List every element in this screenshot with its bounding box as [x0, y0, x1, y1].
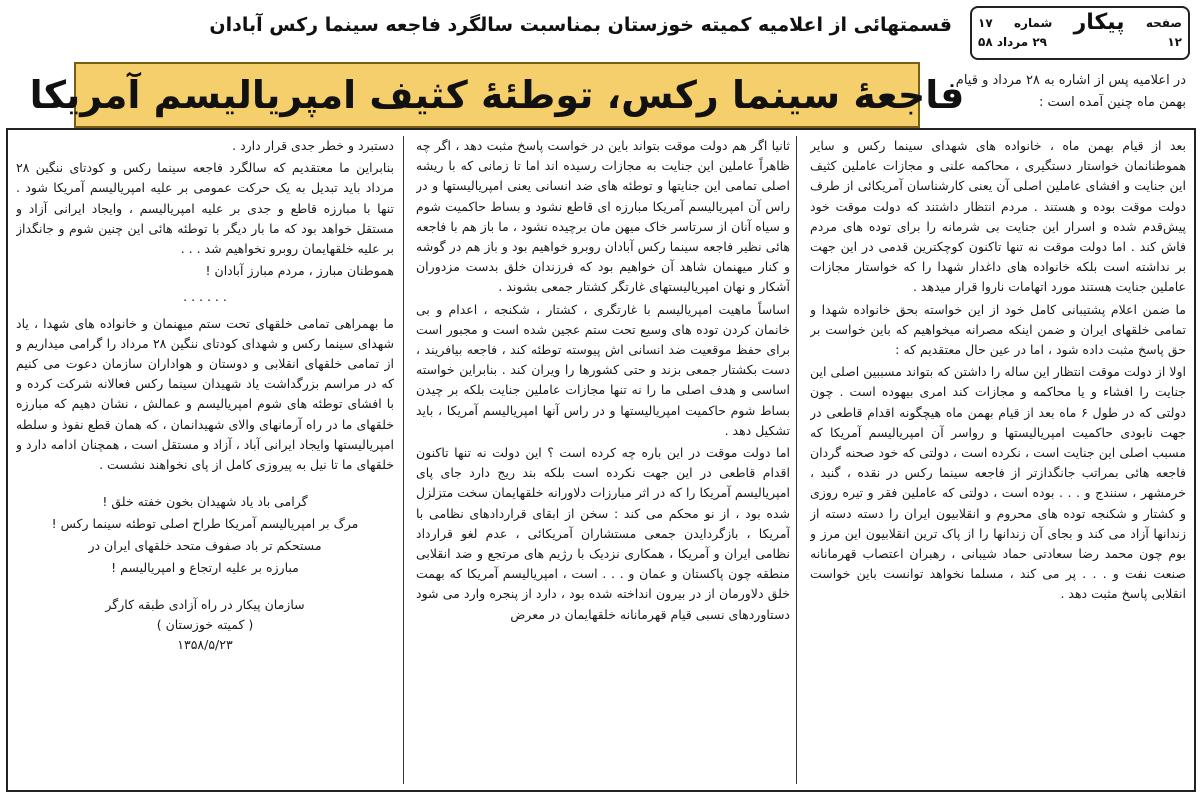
- column-divider: [403, 136, 404, 784]
- signature-date: ۱۳۵۸/۵/۲۳: [177, 637, 233, 653]
- kicker-line: قسمتهائی از اعلامیه کمیته خوزستان بمناسبت سالگرد فاجعه سینما رکس آبادان: [209, 14, 952, 36]
- issue-number: ۱۷: [978, 15, 993, 30]
- slogan-line: مستحکم تر باد صفوف متحد خلقهای ایران در: [88, 538, 322, 554]
- column-middle: [416, 136, 790, 788]
- paragraph: ثانیا اگر هم دولت موقت بتواند باین در خواست پاسخ مثبت دهد ، اگر چه ظاهراً عاملین این جنایت به مجازات رسیده اند اما تا زمانی که با ریشه اصلی تمامی این جنایتها و توطئه های ضد انسانی یعنی امپریالیستها و در راس آن امپریالیسم آمریکا مبارزه ای قاطع نشود و بساط حاکمیت شوم و سیاه آنان از سرتاسر خاک میهن مان برچیده نشود ، ما باز هم با فاجعه هائی نظیر فاجعه سینما رکس آبادان روبرو خواهیم بود و باز هم در گوشه و کنار میهنمان شاهد آن خواهیم بود که فرزندان خلق بدست مزدوران آشکار و نهان امپریالیستهای غارتگر کشتار جمعی بشوند .: [416, 138, 790, 295]
- headline: فاجعۀ سینما رکس، توطئۀ کثیف امپریالیسم آمریکا: [29, 73, 965, 117]
- column-divider: [796, 136, 797, 784]
- paragraph: اساساً ماهیت امپریالیسم با غارتگری ، کشتار ، شکنجه ، اعدام و بی خانمان کردن توده های وسیع تحت ستم عجین شده است و مجبور است برای حفظ موقعیت ضد انسانی اش پیوسته توطئه کند ، فاجعه بیافریند ، دست بکشتار جمعی بزند و حتی کشورها را ویران کند . بنابراین خواسته اساسی و هدف اصلی ما را نه تنها مجازات عاملین جنایت بلکه بر چیدن بساط شوم حاکمیت امپریالیستها و در راس آنها امپریالیسم آمریکا ، باید تشکیل دهد .: [416, 301, 790, 438]
- signature: [16, 595, 394, 655]
- column-right: [810, 136, 1186, 788]
- paragraph: بنابراین ما معتقدیم که سالگرد فاجعه سینما رکس و کودتای ننگین ۲۸ مرداد باید تبدیل به یک حرکت عمومی بر علیه امپریالیسم آمریکا شود . تنها با مبارزه قاطع و جدی بر علیه امپریالیسم ، وایجاد ایرانی آزاد و مستقل خواهد بود که ما بار دیگر با توطئه هائی این چنین شوم و جانگداز بر علیه خلقهایمان روبرو نخواهیم شد . . .: [16, 160, 394, 257]
- slogan-line: گرامی باد یاد شهیدان بخون خفته خلق !: [102, 494, 308, 510]
- column-left: [16, 136, 394, 788]
- masthead: [970, 6, 1190, 60]
- signature-committee: ( کمیته خوزستان ): [156, 617, 254, 633]
- paragraph: اولا از دولت موقت انتظار این ساله را داشتن که بتواند مسببین اصلی این جنایت را افشاء و یا محاکمه و مجازات کند امری بیهوده است . چون دولتی که در طول ۶ ماه بعد از قیام بهمن ماه هیچگونه اقدام قاطعی در جهت نابودی حاکمیت امپریالیستها و رواسر آن امپریالیسم آمریکا که مسبب اصلی این جنایت است ، نکرده است ، دولتی که خود صحنه گردان فاجعه هائی بمراتب جانگدازتر از فاجعه سینما رکس در نقده ، گنبد ، خرمشهر ، سنندج و . . . بوده است ، دولتی که عاملین فقر و تیره روزی و کشتار و شکنجه توده های محروم و انقلابیون ایران را دسته دسته از زندانها آزاد می کند و بجای آن زندانها را از پاک ترین انقلابیون این مرز و بوم چون محمد رضا سعادتی حماد شیبانی ، رهبران اعتصاب قهرمانانه صنعت نفت و . . . پر می کند ، مسلما نخواهد توانست باین خواست انقلابی پاسخ مثبت دهد .: [810, 364, 1186, 602]
- issue-label: شماره: [1013, 15, 1053, 30]
- paragraph: اما دولت موقت در این باره چه کرده است ؟ این دولت نه تنها تاکنون اقدام قاطعی در این جهت نکرده است بلکه بند ریج دارد جای پای امپریالیسم آمریکا را که در اثر مبارزات دلاورانه خلقهایمان سخت متزلزل شده بود ، از نو محکم می کند : سخن از ابقای قراردادهای نظامی با آمریکا ، بازگردایدن جمعی مستشاران آمریکائی ، عدم لغو قرارداد نظامی ایران و آمریکا ، همکاری نزدیک با رژیم های مرتجع و ضد انقلابی منطقه چون پاکستان و عمان و . . . است ، امپریالیسم آمریکا که بهمت خلق دلاورمان از در بیرون انداخته شده بود ، دارد از پنجره وارد می شود دستاوردهای نسبی قیام قهرمانانه خلقهایمان در معرض: [416, 445, 790, 622]
- page-number: ۱۲: [1167, 35, 1182, 49]
- publication-name: پیکار: [1073, 10, 1125, 35]
- intro-text: در اعلامیه پس از اشاره به ۲۸ مرداد و قیام بهمن ماه چنین آمده است :: [955, 73, 1186, 110]
- page-label: صفحه: [1145, 15, 1182, 30]
- slogans: [16, 491, 394, 579]
- headline-banner: [29, 62, 965, 128]
- signature-org: سازمان پیکار در راه آزادی طبقه کارگر: [105, 597, 305, 613]
- issue-date: ۲۹ مرداد ۵۸: [978, 35, 1047, 49]
- slogan-line: مرگ بر امپریالیسم آمریکا طراح اصلی توطئه سینما رکس !: [51, 516, 359, 532]
- paragraph: دستبرد و خطر جدی قرار دارد .: [232, 138, 394, 153]
- paragraph: ما ضمن اعلام پشتیبانی کامل خود از این خواسته بحق خانواده شهدا و تمامی خلقهای ایران و ضمن اینکه مصرانه میخواهیم که باین خواست بر حق پاسخ مثبت داده شود ، اما در عین حال معتقدیم که :: [810, 301, 1186, 358]
- slogan-line: مبارزه بر علیه ارتجاع و امپریالیسم !: [111, 560, 299, 576]
- address-line: هموطنان مبارز ، مردم مبارز آبادان !: [205, 263, 394, 279]
- paragraph: بعد از قیام بهمن ماه ، خانواده های شهدای سینما رکس و سایر هموطنانمان خواستار دستگیری ، محاکمه علنی و مجازات عاملین کثیف این جنایت و افشای عاملین اصلی آن یعنی کارشناسان آمریکائی از طرف دولت موقت بوده و هستند . مردم انتظار داشتند که دولت موقت خود پیش‌قدم شده و اسرار این جنایت بی شرمانه را برای توده های مردم فاش کند . اما دولت موقت نه تنها تاکنون کوچکترین قدمی در این جهت بر نداشته است بلکه خانواده های داغدار شهدا را که خواستار مجازات عاملین جنایت هستند مورد اتهامات ناروا قرار میدهد .: [810, 138, 1186, 295]
- paragraph: ما بهمراهی تمامی خلقهای تحت ستم میهنمان و خانواده های شهدا ، یاد شهدای سینما رکس و شهدای کودتای ننگین ۲۸ مرداد را گرامی میداریم و از تمامی خلقهای انقلابی و دوستان و هواداران سازمان دعوت می کنیم که در مراسم بزرگداشت یاد شهیدان سینما رکس فعالانه شرکت کرده و با افشای توطئه های شوم امپریالیسم و عمالش ، نشان دهیم که مبارزه خلقهای ما در راه آرمانهای والای شهیدانمان ، که همان قطع نفوذ و سلطه امپریالیستها وایجاد ایرانی آباد ، آزاد و مستقل است ، همچنان ادامه دارد و خلقهای ما تا نیل به پیروزی کامل از پای نخواهند نشست .: [16, 315, 394, 473]
- dots-separator: . . . . . .: [183, 289, 227, 305]
